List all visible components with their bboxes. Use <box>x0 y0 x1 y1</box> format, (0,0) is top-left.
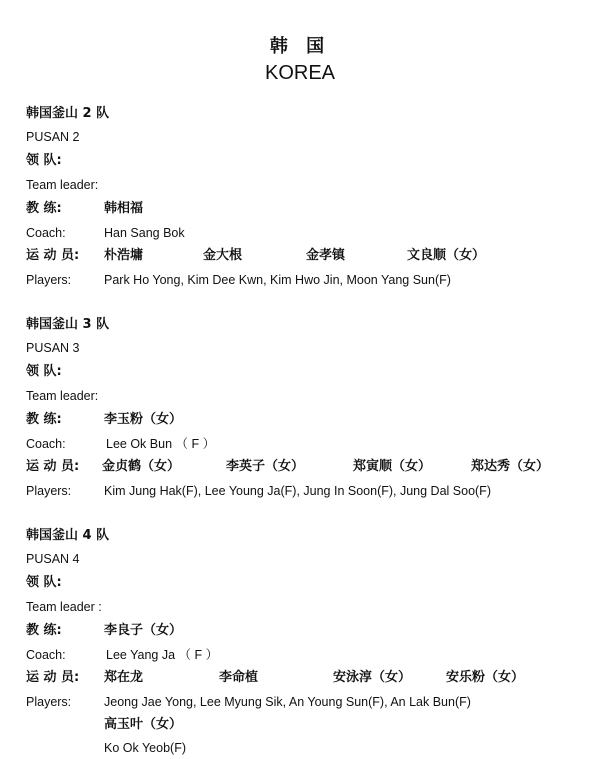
players-label-english: Players: <box>26 273 72 287</box>
team-name-chinese: 韩国釜山 2 队 <box>26 106 110 121</box>
coach-row-chinese <box>26 409 183 431</box>
players-row-english <box>26 269 451 291</box>
team-name-english: PUSAN 4 <box>26 552 80 566</box>
team-leader-label-chinese: 领 队: <box>26 364 62 379</box>
player-name-chinese: 安乐粉（女） <box>446 670 525 685</box>
coach-row-chinese <box>26 198 144 220</box>
coach-row-english <box>26 433 216 455</box>
coach-row-english <box>26 644 219 666</box>
extra-player-chinese: 高玉叶（女） <box>104 717 183 732</box>
players-row-chinese <box>26 245 586 267</box>
coach-name-chinese: 李良子（女） <box>104 623 183 638</box>
player-name-chinese: 安泳淳（女） <box>333 670 412 685</box>
coach-label-chinese: 教 练: <box>26 412 62 427</box>
players-label-chinese: 运 动 员: <box>26 670 80 685</box>
team-name-chinese: 韩国釜山 3 队 <box>26 317 110 332</box>
coach-label-english: Coach: <box>26 226 66 240</box>
player-name-chinese: 李命植 <box>219 670 259 685</box>
player-name-chinese: 郑寅顺（女） <box>353 459 432 474</box>
player-name-chinese: 文良顺（女） <box>407 248 486 263</box>
extra-player-english: Ko Ok Yeob(F) <box>104 741 186 755</box>
coach-name-chinese: 韩相福 <box>104 201 144 216</box>
team-name-english: PUSAN 2 <box>26 130 80 144</box>
players-row-chinese <box>26 456 586 478</box>
coach-name-english: Lee Ok Bun （ F ） <box>106 437 216 451</box>
player-name-chinese: 李英子（女） <box>226 459 305 474</box>
coach-name-chinese: 李玉粉（女） <box>104 412 183 427</box>
players-row-english <box>26 480 491 502</box>
players-names-english: Park Ho Yong, Kim Dee Kwn, Kim Hwo Jin, Moon Yang Sun(F) <box>104 273 451 287</box>
coach-name-english: Lee Yang Ja （ F ） <box>106 648 219 662</box>
team-leader-label-english: Team leader : <box>26 600 102 614</box>
players-row-chinese <box>26 667 586 689</box>
players-names-english: Kim Jung Hak(F), Lee Young Ja(F), Jung In Soon(F), Jung Dal Soo(F) <box>104 484 491 498</box>
country-title-chinese: 韩 国 <box>269 36 331 57</box>
coach-name-english: Han Sang Bok <box>104 226 185 240</box>
coach-label-english: Coach: <box>26 648 66 662</box>
coach-label-english: Coach: <box>26 437 66 451</box>
player-name-chinese: 金大根 <box>203 248 243 263</box>
country-title-english: KOREA <box>264 62 336 84</box>
players-label-english: Players: <box>26 484 72 498</box>
player-name-chinese: 金孝镇 <box>306 248 346 263</box>
players-names-english: Jeong Jae Yong, Lee Myung Sik, An Young Sun(F), An Lak Bun(F) <box>104 695 471 709</box>
players-label-chinese: 运 动 员: <box>26 248 80 263</box>
team-name-english: PUSAN 3 <box>26 341 80 355</box>
coach-label-chinese: 教 练: <box>26 201 62 216</box>
team-leader-label-chinese: 领 队: <box>26 575 62 590</box>
players-row-english <box>26 691 471 713</box>
players-label-chinese: 运 动 员: <box>26 459 80 474</box>
player-name-chinese: 金贞鹤（女） <box>102 459 181 474</box>
player-name-chinese: 郑达秀（女） <box>471 459 550 474</box>
player-name-chinese: 郑在龙 <box>104 670 144 685</box>
coach-row-chinese <box>26 620 183 642</box>
players-label-english: Players: <box>26 695 72 709</box>
team-name-chinese: 韩国釜山 4 队 <box>26 528 110 543</box>
player-name-chinese: 朴浩墉 <box>104 248 144 263</box>
team-leader-label-chinese: 领 队: <box>26 153 62 168</box>
coach-label-chinese: 教 练: <box>26 623 62 638</box>
team-leader-label-english: Team leader: <box>26 389 99 403</box>
coach-row-english <box>26 222 185 244</box>
team-leader-label-english: Team leader: <box>26 178 99 192</box>
